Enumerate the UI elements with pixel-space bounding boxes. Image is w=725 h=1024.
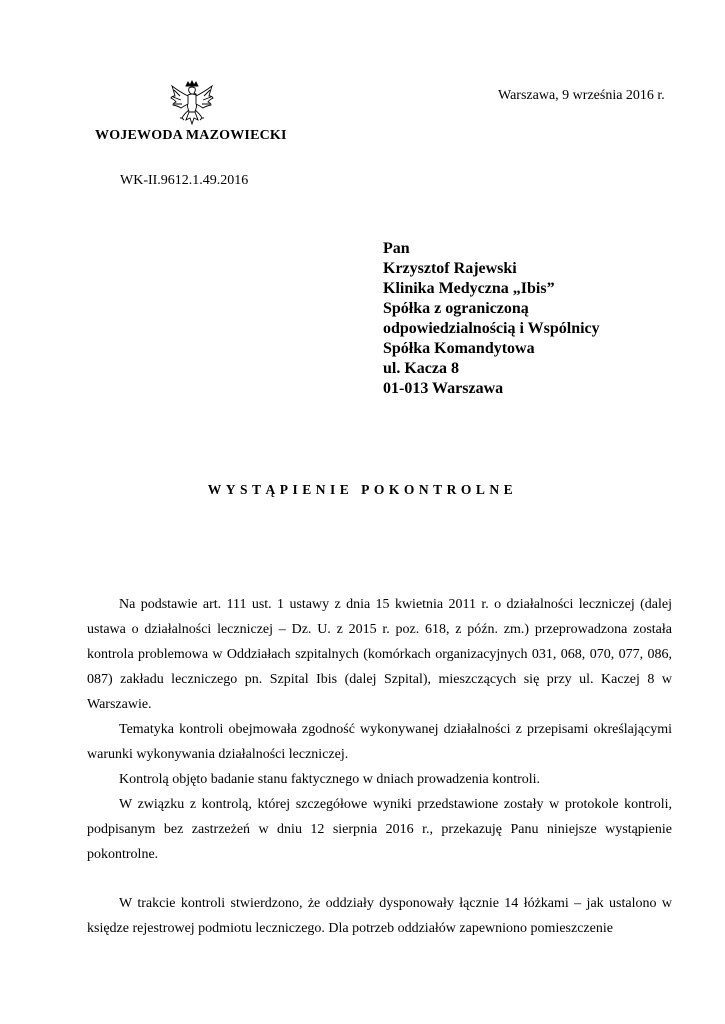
place-and-date: Warszawa, 9 września 2016 r.	[498, 88, 665, 103]
case-reference-number: WK-II.9612.1.49.2016	[120, 173, 249, 188]
white-eagle-emblem-icon	[168, 80, 216, 130]
body-paragraph: Tematyka kontroli obejmowała zgodność wykonywanej działalności z przepisami określającymi warunki wykonywania działalności leczniczej.	[87, 722, 672, 762]
document-title: WYSTĄPIENIE POKONTROLNE	[207, 482, 518, 497]
recipient-line: Pan	[383, 240, 410, 257]
recipient-line: Krzysztof Rajewski	[383, 260, 517, 277]
recipient-address	[383, 239, 600, 399]
recipient-line: Klinika Medyczna „Ibis”	[383, 280, 555, 297]
letter-body	[87, 592, 672, 941]
body-paragraph: Na podstawie art. 111 ust. 1 ustawy z dnia 15 kwietnia 2011 r. o działalności leczniczej (dalej ustawa o działalności leczniczej – Dz. U. z 2015 r. poz. 618, z późn. zm.) przeprowadzona została kontrola problemowa w Oddziałach szpitalnych (komórkach organizacyjnych 031, 068, 070, 077, 086, 087) zakładu leczniczego pn. Szpital Ibis (dalej Szpital), mieszczących się przy ul. Kaczej 8 w Warszawie.	[87, 597, 672, 712]
body-paragraph: Kontrolą objęto badanie stanu faktycznego w dniach prowadzenia kontroli.	[119, 772, 541, 787]
body-paragraph: W trakcie kontroli stwierdzono, że oddziały dysponowały łącznie 14 łóżkami – jak ustalono w księdze rejestrowej podmiotu leczniczego. Dla potrzeb oddziałów zapewniono pomieszczenie	[87, 896, 672, 936]
recipient-line: Spółka z ograniczoną	[383, 300, 529, 317]
recipient-line: 01-013 Warszawa	[383, 380, 504, 397]
issuer-name: WOJEWODA MAZOWIECKI	[95, 128, 287, 143]
recipient-line: Spółka Komandytowa	[383, 340, 535, 357]
body-paragraph: W związku z kontrolą, której szczegółowe wyniki przedstawione zostały w protokole kontroli, podpisanym bez zastrzeżeń w dniu 12 sierpnia 2016 r., przekazuję Panu niniejsze wystąpienie pokontrolne.	[87, 797, 672, 862]
recipient-line: odpowiedzialnością i Wspólnicy	[383, 320, 600, 337]
recipient-line: ul. Kacza 8	[383, 360, 459, 377]
